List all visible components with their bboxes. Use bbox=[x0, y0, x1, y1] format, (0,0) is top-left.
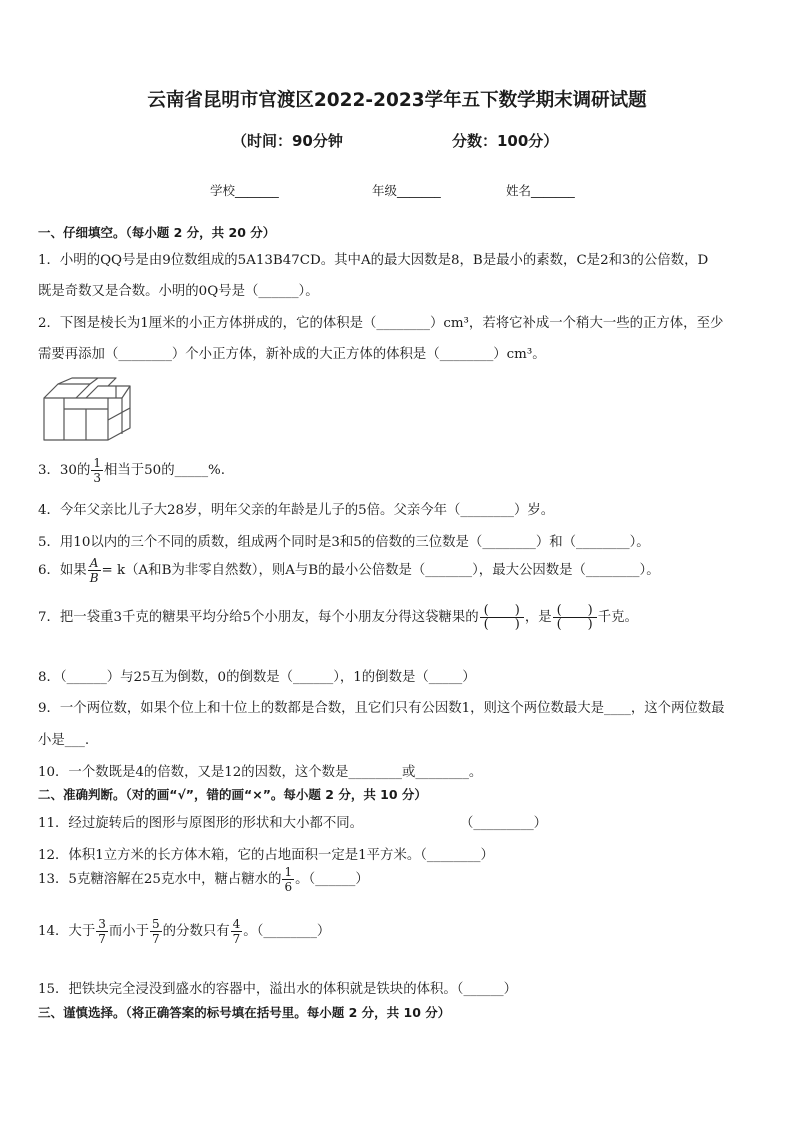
fraction-numerator: 3 bbox=[98, 917, 106, 931]
question-14-text-middle-2: 的分数只有 bbox=[162, 924, 230, 939]
question-2-line-1: 2．下图是棱长为1厘米的小正方体拼成的，它的体积是（________）cm³，若将它补成一个稍大一些的正方体，至少 bbox=[38, 316, 724, 331]
question-3 bbox=[38, 457, 225, 484]
cube-figure-front-divider bbox=[64, 398, 108, 440]
fraction-blank-denominator: ( ) bbox=[483, 617, 520, 632]
fraction-blank-1 bbox=[480, 604, 524, 631]
question-10: 10．一个数既是4的倍数，又是12的因数，这个数是________或________。 bbox=[38, 765, 483, 780]
question-14-text-middle-1: 而小于 bbox=[108, 924, 150, 939]
fraction-numerator: 4 bbox=[232, 917, 241, 931]
question-14 bbox=[38, 918, 330, 945]
school-field: 学校_______ bbox=[210, 183, 279, 198]
question-14-text-before: 14．大于 bbox=[38, 924, 96, 939]
question-1-line-1: 1．小明的QQ号是由9位数组成的5A13B47CD。其中A的最大因数是8，B是最小的素数，C是2和3的公倍数，D bbox=[38, 253, 709, 268]
fraction-blank-2 bbox=[553, 604, 597, 631]
fraction-denominator: 3 bbox=[93, 471, 101, 485]
fraction-blank-numerator: ( ) bbox=[553, 604, 597, 618]
cube-figure bbox=[42, 376, 134, 442]
question-3-text-before: 3．30的 bbox=[38, 463, 91, 478]
fraction-numerator: 1 bbox=[93, 456, 101, 470]
question-7-text-after: 千克。 bbox=[597, 610, 638, 625]
fraction-one-third bbox=[91, 457, 103, 484]
fraction-five-sevenths bbox=[150, 918, 162, 945]
fraction-numerator: A bbox=[88, 557, 101, 571]
total-score: 分数：100分） bbox=[452, 132, 559, 150]
question-7-text-middle: ，是 bbox=[524, 610, 552, 625]
question-1-line-2: 既是奇数又是合数。小明的0Q号是（______）。 bbox=[38, 284, 319, 299]
question-14-text-after: 。（________） bbox=[243, 924, 331, 939]
question-11: 11．经过旋转后的图形与原图形的形状和大小都不同。 bbox=[38, 816, 364, 831]
question-3-text-after: 相当于50的_____%. bbox=[103, 463, 226, 478]
cube-figure-right-side bbox=[108, 386, 130, 440]
question-7 bbox=[38, 604, 638, 631]
question-6-text-after: = k（A和B为非零自然数），则A与B的最小公倍数是（_______），最大公因数是（________）。 bbox=[101, 563, 660, 578]
section-2-heading: 二、准确判断。（对的画“√”，错的画“×”。每小题 2 分，共 10 分） bbox=[38, 787, 427, 802]
time-limit: （时间：90分钟 bbox=[232, 132, 343, 150]
cube-figure-top-face bbox=[44, 384, 90, 398]
document-title: 云南省昆明市官渡区2022-2023学年五下数学期末调研试题 bbox=[147, 90, 647, 111]
question-6-text-before: 6．如果 bbox=[38, 563, 87, 578]
question-12: 12．体积1立方米的长方体木箱，它的占地面积一定是1平方米。（________） bbox=[38, 848, 494, 863]
fraction-denominator: 7 bbox=[98, 932, 106, 946]
fraction-blank-numerator: ( ) bbox=[480, 604, 524, 618]
fraction-blank-denominator: ( ) bbox=[556, 617, 593, 632]
cube-figure-top-back bbox=[58, 378, 130, 398]
question-6 bbox=[38, 557, 660, 584]
fraction-denominator: B bbox=[89, 571, 99, 585]
fraction-denominator: 7 bbox=[232, 932, 241, 946]
fraction-numerator: 5 bbox=[152, 917, 160, 931]
fraction-three-sevenths bbox=[96, 918, 108, 945]
question-7-text-before: 7．把一袋重3千克的糖果平均分给5个小朋友，每个小朋友分得这袋糖果的 bbox=[38, 610, 479, 625]
section-3-heading: 三、谨慎选择。（将正确答案的标号填在括号里。每小题 2 分，共 10 分） bbox=[38, 1005, 451, 1020]
question-4: 4．今年父亲比儿子大28岁，明年父亲的年龄是儿子的5倍。父亲今年（________）岁。 bbox=[38, 503, 555, 518]
question-5: 5．用10以内的三个不同的质数，组成两个同时是3和5的倍数的三位数是（________）和（________）。 bbox=[38, 535, 650, 550]
question-9-line-2: 小是___. bbox=[38, 733, 90, 748]
fraction-four-sevenths bbox=[231, 918, 243, 945]
section-1-heading: 一、仔细填空。（每小题 2 分，共 20 分） bbox=[38, 225, 276, 240]
grade-field: 年级_______ bbox=[372, 183, 441, 198]
cube-figure-front-face bbox=[44, 398, 108, 440]
fraction-a-over-b bbox=[88, 557, 101, 584]
question-13-text-before: 13．5克糖溶解在25克水中，糖占糖水的 bbox=[38, 872, 282, 887]
fraction-denominator: 7 bbox=[152, 932, 160, 946]
name-field: 姓名_______ bbox=[506, 183, 575, 198]
question-9-line-1: 9．一个两位数，如果个位上和十位上的数都是合数，且它们只有公因数1，则这个两位数最大是____，这个两位数最 bbox=[38, 701, 725, 716]
fraction-numerator: 1 bbox=[284, 865, 293, 879]
fraction-one-sixth bbox=[282, 866, 294, 893]
question-11-answer-blank: （_________） bbox=[460, 816, 548, 831]
fraction-denominator: 6 bbox=[284, 880, 293, 894]
question-2-line-2: 需要再添加（________）个小正方体，新补成的大正方体的体积是（________）cm³。 bbox=[38, 347, 546, 362]
question-8: 8．（______）与25互为倒数，0的倒数是（______），1的倒数是（_____） bbox=[38, 670, 476, 685]
question-15: 15．把铁块完全浸没到盛水的容器中，溢出水的体积就是铁块的体积。（______） bbox=[38, 982, 518, 997]
question-13 bbox=[38, 866, 369, 893]
question-13-text-after: 。（______） bbox=[295, 872, 369, 887]
